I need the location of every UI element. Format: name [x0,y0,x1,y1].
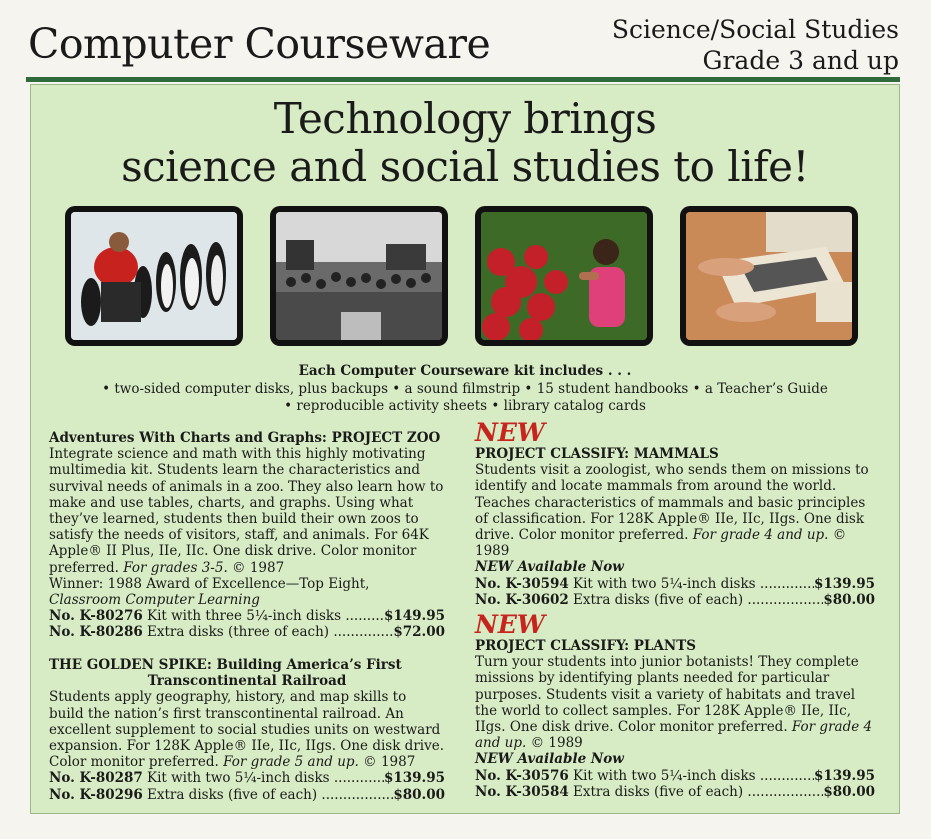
page-title: Computer Courseware [28,20,491,68]
headline [31,95,899,191]
subject-label: Science/Social Studies [611,15,899,44]
availability-label: NEW Available Now [475,751,624,768]
product-description: Turn your students into junior botanists! They complete missions by identifying plants needed for particular purposes. Students visit a variety of habitats and travel the world to collect samples. For 128K Apple® IIe, IIc, IIgs. One disk drive. Color monitor preferred. For grade 4 and up. © 1989 [475,654,873,752]
product-title: PROJECT CLASSIFY: MAMMALS [475,446,719,462]
kit-line-2: • reproducible activity sheets • library catalog cards [284,398,646,414]
price-row: No. K-80286 Extra disks (three of each) ..... $72.00 [49,624,445,640]
product-grade: For grades 3-5. [123,559,228,576]
kit-title: Each Computer Courseware kit includes . . . [298,363,632,379]
product-title: Adventures With Charts and Graphs: PROJECT ZOO [49,430,441,446]
price-row: No. K-30594 Kit with two 5¼-inch disks ..... $139.95 [475,576,875,592]
section-label [612,14,899,76]
product-award: Winner: 1988 Award of Excellence—Top Eight, Classroom Computer Learning [49,575,370,609]
content-panel [30,84,900,814]
product-plants [475,612,875,800]
product-year: © 1989 [475,527,847,560]
new-badge: NEW [475,418,545,447]
headline-line-1: Technology brings [273,94,657,143]
product-grade: For grade 4 and up. [475,719,873,752]
product-year: © 1987 [363,754,416,771]
photo-computer [680,206,858,346]
header-rule [26,77,900,82]
headline-line-2: science and social studies to life! [121,142,809,191]
price-row: No. K-80296 Extra disks (five of each) ..... $80.00 [49,787,445,803]
product-grade: For grade 4 and up. [692,527,829,544]
price-row: No. K-30602 Extra disks (five of each) ..... $80.00 [475,592,875,608]
railroad-illustration [276,212,442,340]
product-year: © 1989 [530,735,583,752]
product-year: © 1987 [232,559,285,576]
product-golden-spike [49,657,445,803]
product-description: Students visit a zoologist, who sends them on missions to identify and locate mammals from around the world. Teaches characteristics of mammals and basic principles of classification. For 128K Apple® IIe, IIc, IIgs. One disk drive. Color monitor preferred. For grade 4 and up. © 1989 [475,462,869,560]
product-zoo [49,430,445,641]
price-row: No. K-80287 Kit with two 5¼-inch disks ..... $139.95 [49,770,445,786]
product-title: PROJECT CLASSIFY: PLANTS [475,638,697,654]
product-title: THE GOLDEN SPIKE: Building America’s First [49,657,402,673]
new-badge: NEW [475,610,545,639]
product-description: Students apply geography, history, and map skills to build the nation’s first transcontinental railroad. An excellent supplement to social studies units on westward expansion. For 128K Apple® IIe, IIc, IIgs. One disk drive. Color monitor preferred. For grade 5 and up. © 1987 [49,689,445,771]
penguins-illustration [71,212,237,340]
product-mammals [475,420,875,608]
price-row: No. K-80276 Kit with three 5¼-inch disks ..... $149.95 [49,608,445,624]
botanist-illustration [481,212,647,340]
computer-illustration [686,212,852,340]
availability-label: NEW Available Now [475,559,624,576]
price-row: No. K-30576 Kit with two 5¼-inch disks ..... $139.95 [475,768,875,784]
photo-penguins [65,206,243,346]
price-row: No. K-30584 Extra disks (five of each) ..... $80.00 [475,784,875,800]
kit-line-1: • two-sided computer disks, plus backups • a sound filmstrip • 15 student handbooks • a Teacher’s Guide [102,380,828,397]
grade-label: Grade 3 and up [702,46,899,75]
product-description: Integrate science and math with this highly motivating multimedia kit. Students learn the characteristics and survival needs of animals in a zoo. They also learn how to make and use tables, charts, and graphs. Using what they’ve learned, students then build their own zoos to satisfy the needs of visitors, staff, and animals. For 64K Apple® II Plus, IIe, IIc. One disk drive. Color monitor preferred. For grades 3-5. © 1987 [49,446,444,576]
product-title-line-2: Transcontinental Railroad [147,673,347,690]
kit-includes [31,363,899,416]
photo-railroad [270,206,448,346]
photo-botanist [475,206,653,346]
product-grade: For grade 5 and up. [223,754,359,771]
